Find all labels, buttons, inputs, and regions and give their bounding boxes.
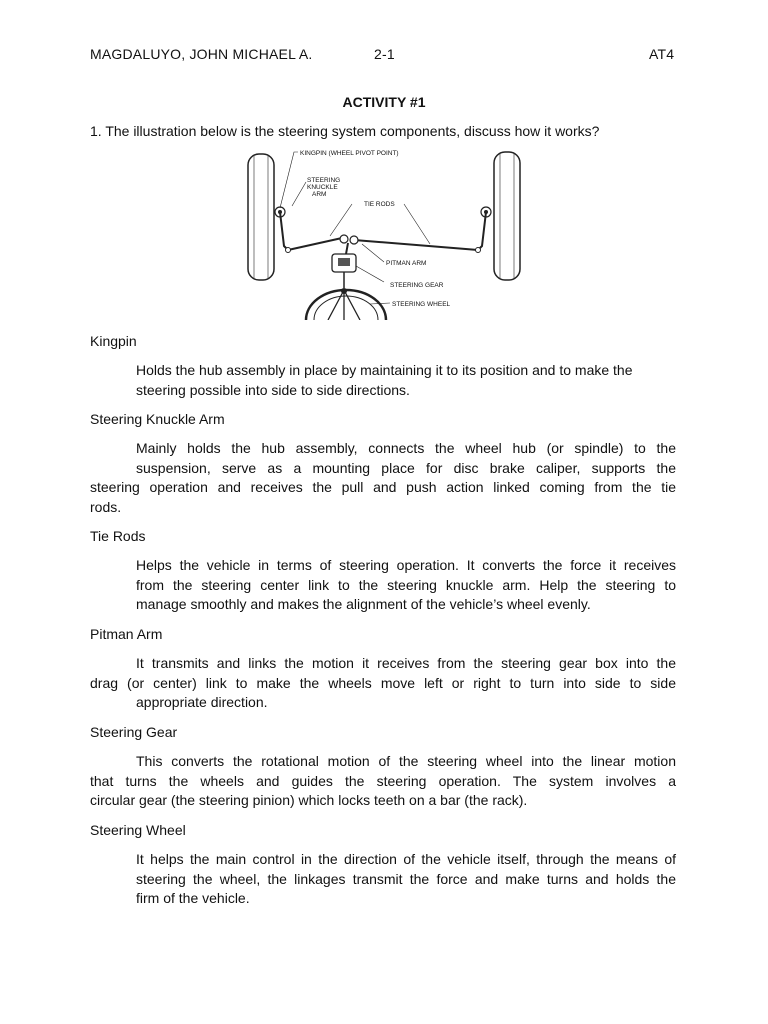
paragraph-knuckle-arm bbox=[90, 439, 676, 517]
heading-steering-gear: Steering Gear bbox=[90, 724, 178, 740]
paragraph-line: Helps the vehicle in terms of steering operation. It converts the force it receives bbox=[136, 557, 676, 573]
pitman-arm bbox=[346, 243, 348, 254]
center-link-right bbox=[350, 236, 358, 244]
question-text: 1. The illustration below is the steering system components, discuss how it works? bbox=[90, 123, 600, 139]
paragraph-line: drag (or center) link to make the wheels move left or right to turn into side to side bbox=[90, 674, 676, 691]
paragraph-line: suspension, serve as a mounting place for disc brake caliper, supports the bbox=[136, 459, 676, 476]
heading-kingpin: Kingpin bbox=[90, 333, 137, 349]
label-kingpin: KINGPIN (WHEEL PIVOT POINT) bbox=[300, 150, 399, 157]
label-steering-wheel: STEERING WHEEL bbox=[392, 301, 451, 308]
heading-steering-wheel: Steering Wheel bbox=[90, 822, 186, 838]
paragraph-line: from the steering center link to the steering knuckle arm. Help the steering to bbox=[136, 576, 676, 593]
heading-knuckle-arm: Steering Knuckle Arm bbox=[90, 411, 225, 427]
paragraph-line: It transmits and links the motion it receives from the steering gear box into the bbox=[136, 655, 676, 671]
student-name: MAGDALUYO, JOHN MICHAEL A. bbox=[90, 46, 313, 62]
paragraph-line: This converts the rotational motion of the steering wheel into the linear motion bbox=[136, 753, 676, 769]
heading-pitman-arm: Pitman Arm bbox=[90, 626, 163, 642]
paragraph-line: steering possible into side to side directions. bbox=[136, 381, 410, 398]
paragraph-line: circular gear (the steering pinion) which locks teeth on a bar (the rack). bbox=[90, 792, 528, 808]
right-wheel bbox=[494, 152, 520, 280]
label-steering-gear: STEERING GEAR bbox=[390, 282, 444, 289]
paragraph-steering-wheel bbox=[90, 850, 676, 909]
activity-title: ACTIVITY #1 bbox=[342, 94, 426, 110]
left-tie-rod bbox=[288, 238, 342, 250]
label-knuckle-1: STEERING bbox=[307, 177, 341, 184]
heading-tie-rods: Tie Rods bbox=[90, 528, 146, 544]
paragraph-line: appropriate direction. bbox=[136, 694, 268, 710]
right-tie-rod bbox=[354, 240, 478, 250]
left-wheel bbox=[248, 154, 274, 280]
paragraph-line: steering operation and receives the pull and push action linked coming from the tie bbox=[90, 479, 676, 495]
label-pitman-arm: PITMAN ARM bbox=[386, 260, 427, 267]
paragraph-line: It helps the main control in the direction of the vehicle itself, through the means of bbox=[136, 851, 676, 867]
label-knuckle-3: ARM bbox=[312, 191, 327, 198]
right-knuckle-arm bbox=[478, 212, 486, 250]
label-tie-rods: TIE RODS bbox=[364, 201, 395, 208]
subject-code: AT4 bbox=[649, 46, 675, 62]
paragraph-tie-rods bbox=[90, 556, 676, 615]
center-link-left bbox=[340, 235, 348, 243]
paragraph-line: rods. bbox=[90, 498, 122, 515]
section-code: 2-1 bbox=[374, 46, 395, 62]
label-knuckle-2: KNUCKLE bbox=[307, 184, 338, 191]
paragraph-line: steering the wheel, the linkages transmit the force and make turns and holds the bbox=[136, 870, 676, 887]
steering-system-diagram bbox=[244, 148, 524, 320]
paragraph-line: firm of the vehicle. bbox=[136, 890, 250, 906]
paragraph-kingpin bbox=[90, 361, 676, 400]
paragraph-line: Holds the hub assembly in place by maintaining it to its position and to make the bbox=[136, 362, 633, 378]
left-knuckle-arm bbox=[280, 212, 288, 250]
paragraph-line: that turns the wheels and guides the steering operation. The system involves a bbox=[90, 772, 676, 789]
paragraph-steering-gear bbox=[90, 752, 676, 811]
paragraph-line: Mainly holds the hub assembly, connects the wheel hub (or spindle) to the bbox=[136, 440, 676, 456]
paragraph-pitman-arm bbox=[90, 654, 676, 713]
paragraph-line: manage smoothly and makes the alignment of the vehicle’s wheel evenly. bbox=[136, 596, 591, 612]
